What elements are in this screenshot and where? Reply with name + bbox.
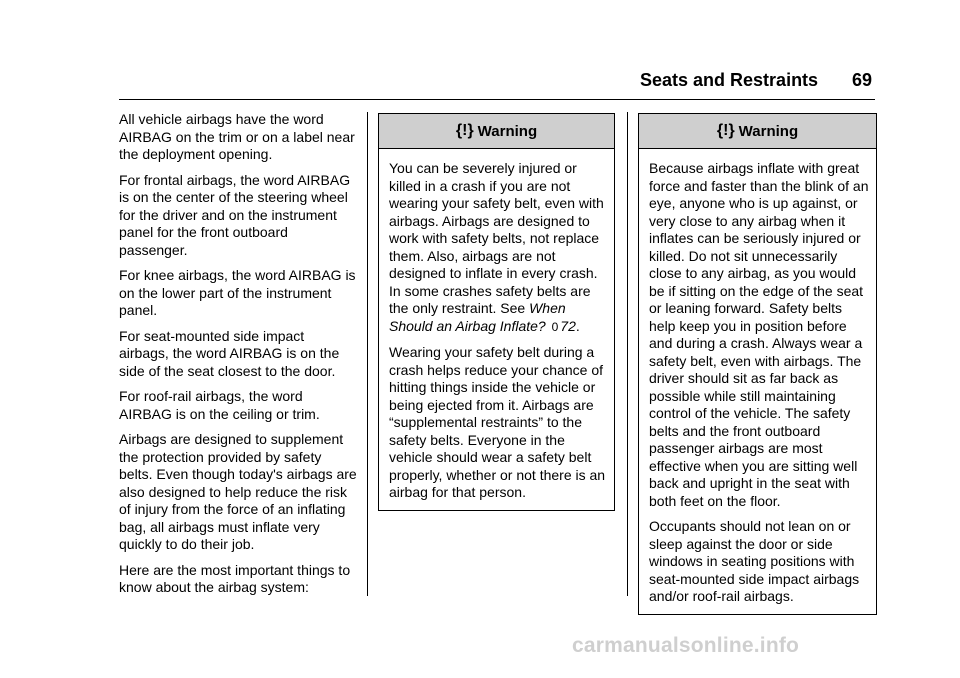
cross-reference-link[interactable]: When Should an Airbag Inflate?	[389, 300, 566, 334]
paragraph: Airbags are designed to supplement the protection provided by safety belts. Even though today's airbags are also designed to help reduce the risk of injury from the force of an inflating bag, all airbags must inflate very quickly to do their job.	[119, 431, 357, 552]
warning-title: Warning	[738, 122, 799, 140]
warning-header	[639, 114, 876, 149]
page-number: 69	[852, 70, 873, 90]
column-divider-right	[627, 112, 628, 596]
warning-paragraph: Wearing your safety belt during a crash helps reduce your chance of hitting things inside the vehicle or being ejected from it. Airbags are “supplemental restraints” to the safety belts. Everyone in the vehicle should wear a safety belt properly, whether or not there is an airbag for that person.	[389, 344, 606, 500]
warning-body	[379, 149, 614, 510]
header-rule	[119, 99, 875, 100]
paragraph: Here are the most important things to know about the airbag system:	[119, 561, 351, 595]
warning-icon: {!}	[455, 122, 474, 139]
punctuation: .	[575, 317, 580, 334]
warning-text: You can be severely injured or killed in a crash if you are not wearing your safety belt, even with airbags. Airbags are designed to work with safety belts, not replace them. Also, airbags are not designed to inflate in every crash. In some crashes safety belts are the only restraint. See	[389, 160, 604, 316]
warning-title: Warning	[477, 122, 538, 140]
warning-icon: {!}	[716, 122, 735, 139]
page-reference-icon: 0	[551, 319, 559, 334]
paragraph: For roof-rail airbags, the word AIRBAG is on the ceiling or trim.	[119, 388, 320, 422]
section-title: Seats and Restraints	[640, 70, 819, 90]
warning-paragraph: Because airbags inflate with great force and faster than the blink of an eye, anyone who is up against, or very close to any airbag when it inflates can be seriously injured or killed. Do not sit unnecessarily close to any airbag, as you would be if sitting on the edge of the seat or leaning forward. Safety belts help keep you in position before and during a crash. Always wear a safety belt, even with airbags. The driver should sit as far back as possible while still maintaining control of the vehicle. The safety belts and the front outboard passenger airbags are most effective when you are sitting well back and upright in the seat with both feet on the floor.	[649, 160, 869, 509]
warning-body	[639, 149, 876, 614]
watermark: carmanualsonline.info	[572, 634, 800, 657]
paragraph: All vehicle airbags have the word AIRBAG on the trim or on a label near the deployment opening.	[119, 111, 355, 162]
warning-header	[379, 114, 614, 149]
warning-paragraph	[389, 160, 608, 336]
warning-paragraph: Occupants should not lean on or sleep against the door or side windows in seating positions with seat-mounted side impact airbags and/or roof-rail airbags.	[649, 518, 860, 604]
warning-box-2	[638, 113, 877, 615]
paragraph: For frontal airbags, the word AIRBAG is on the center of the steering wheel for the driver and on the instrument panel for the front outboard passenger.	[119, 171, 351, 258]
cross-reference-page[interactable]: 72	[560, 317, 576, 334]
warning-box-1	[378, 113, 615, 511]
paragraph: For seat-mounted side impact airbags, the word AIRBAG is on the side of the seat closest to the door.	[119, 327, 340, 379]
column-divider-left	[367, 112, 368, 596]
column-1	[119, 111, 357, 605]
paragraph: For knee airbags, the word AIRBAG is on the lower part of the instrument panel.	[119, 267, 356, 318]
